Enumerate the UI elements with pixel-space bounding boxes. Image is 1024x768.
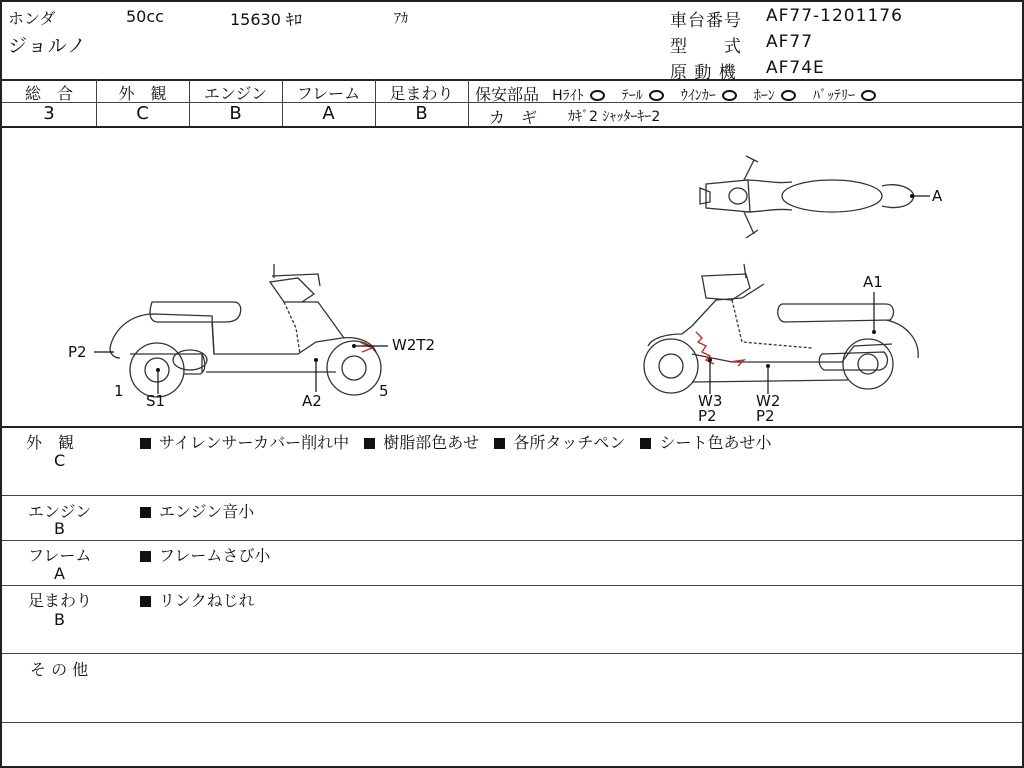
- overall-grade: 3: [43, 103, 55, 124]
- remark-item: 各所タッチペン: [513, 433, 626, 452]
- divider: [2, 495, 1022, 496]
- bullet-icon: [364, 438, 375, 449]
- exterior-grade: C: [136, 103, 149, 124]
- label-1: 1: [114, 382, 124, 400]
- remark-item: サイレンサーカバー削れ中: [159, 433, 350, 452]
- suspension-label: 足まわり: [389, 84, 454, 103]
- remark-exterior-items: [140, 430, 782, 453]
- model-type-label: 型 式: [670, 37, 742, 57]
- suspension-grade: B: [415, 103, 428, 124]
- divider: [2, 540, 1022, 541]
- color: ｱｶ: [394, 11, 408, 27]
- remark-engine-items: [140, 499, 264, 522]
- remark-frame-label: フレーム: [28, 546, 92, 565]
- key-label: カ ギ: [489, 108, 538, 127]
- remark-suspension-items: [140, 588, 265, 611]
- frame-number: AF77-1201176: [766, 6, 903, 26]
- battery-label: ﾊﾞｯﾃﾘｰ: [813, 88, 856, 104]
- bullet-icon: [494, 438, 505, 449]
- bullet-icon: [640, 438, 651, 449]
- leader-lines: [94, 196, 930, 394]
- key-value: ｶｷﾞ2 ｼｬｯﾀｰｷｰ2: [568, 109, 661, 125]
- remark-other-label: そ の 他: [30, 660, 89, 679]
- frame-label: フレーム: [296, 84, 361, 103]
- label-w3-p2: P2: [698, 407, 717, 425]
- label-s1: S1: [146, 392, 166, 410]
- label-top-a: A: [932, 187, 943, 205]
- bullet-icon: [140, 551, 151, 562]
- frame-number-label: 車台番号: [670, 11, 742, 31]
- remark-item: リンクねじれ: [159, 591, 255, 610]
- remark-frame-items: [140, 543, 280, 566]
- remark-item: フレームさび小: [159, 546, 271, 565]
- label-a1: A1: [863, 273, 883, 291]
- model-type: AF77: [766, 32, 814, 52]
- scooter-top-view: [700, 156, 914, 238]
- label-5: 5: [379, 382, 389, 400]
- label-w2t2: W2T2: [392, 336, 436, 354]
- exterior-label: 外 観: [118, 84, 167, 103]
- divider: [2, 653, 1022, 654]
- overall-label: 総 合: [24, 84, 73, 103]
- bullet-icon: [140, 596, 151, 607]
- remark-suspension-grade: B: [54, 610, 65, 629]
- engine-code: AF74E: [766, 58, 825, 78]
- displacement: 50cc: [126, 7, 164, 26]
- divider: [2, 585, 1022, 586]
- label-p2: P2: [68, 343, 87, 361]
- remark-item: シート色あせ小: [659, 433, 772, 452]
- remark-item: 樹脂部色あせ: [383, 433, 480, 452]
- scooter-left-side-view: [110, 264, 381, 397]
- headlight-label: Hﾗｲﾄ: [552, 88, 584, 104]
- engine-code-label: 原 動 機: [670, 63, 737, 83]
- remark-engine-grade: B: [54, 519, 65, 538]
- horn-label: ﾎｰﾝ: [753, 88, 775, 104]
- label-w3: W3: [698, 392, 723, 410]
- model-name: ジョルノ: [8, 35, 87, 57]
- maker: ホンダ: [8, 9, 56, 28]
- mileage: 15630 ｷﾛ: [230, 10, 302, 29]
- divider: [2, 722, 1022, 723]
- frame-grade: A: [322, 103, 335, 124]
- engine-grade: B: [229, 103, 242, 124]
- label-w2-p2: P2: [756, 407, 775, 425]
- label-w2: W2: [756, 392, 781, 410]
- remark-engine-label: エンジン: [28, 502, 92, 521]
- remark-suspension-label: 足まわり: [28, 591, 93, 610]
- bullet-icon: [140, 438, 151, 449]
- engine-label: エンジン: [203, 84, 268, 103]
- safety-parts-label: 保安部品: [475, 85, 540, 104]
- label-a2: A2: [302, 392, 322, 410]
- remark-frame-grade: A: [54, 564, 65, 583]
- winker-label: ｳｲﾝｶｰ: [680, 88, 716, 104]
- tail-label: ﾃｰﾙ: [621, 88, 643, 104]
- remark-item: エンジン音小: [159, 502, 255, 521]
- remark-exterior-label: 外 観: [26, 433, 75, 452]
- remark-exterior-grade: C: [54, 451, 66, 470]
- bullet-icon: [140, 507, 151, 518]
